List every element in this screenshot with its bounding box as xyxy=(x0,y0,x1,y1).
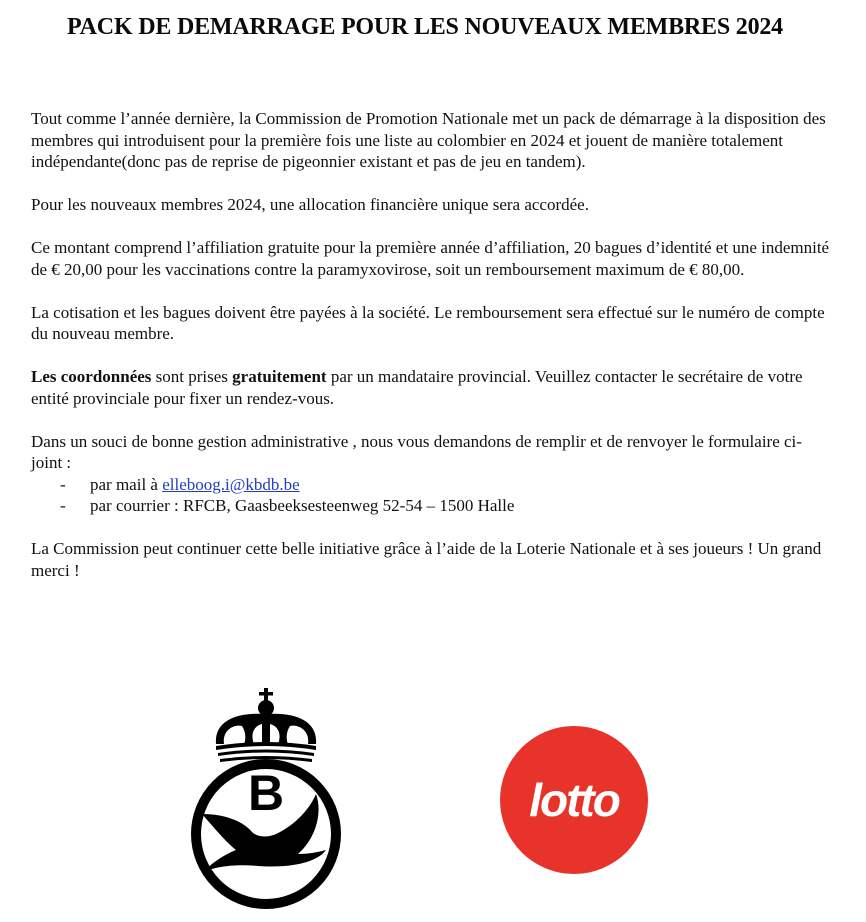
email-link[interactable]: elleboog.i@kbdb.be xyxy=(162,474,300,494)
send-options-list xyxy=(31,474,831,517)
paragraph-thanks: La Commission peut continuer cette belle initiative grâce à l’aide de la Loterie Nationale et à ses joueurs ! Un grand merci ! xyxy=(31,539,822,580)
coords-text-2: par un mandataire provincial. Veuillez contacter le secrétaire de votre entité provinciale pour fixer un rendez-vous. xyxy=(31,367,803,408)
paragraph-payment: La cotisation et les bagues doivent être payées à la société. Le remboursement sera effectué sur le numéro de compte du nouveau membre. xyxy=(31,302,825,343)
paragraph-intro: Tout comme l’année dernière, la Commission de Promotion Nationale met un pack de démarrage à la disposition des membres qui introduisent pour la première fois une liste au colombier en 2024 et jouent de manière totalement indépendante(donc pas de reprise de pigeonnier existant et pas de jeu en tandem). xyxy=(31,109,826,171)
paragraph-coordinates xyxy=(31,366,831,409)
send-option-mail xyxy=(31,474,831,496)
document-body xyxy=(31,108,831,603)
coords-text-1: sont prises xyxy=(151,367,233,386)
document-title: PACK DE DEMARRAGE POUR LES NOUVEAUX MEMBRES 2024 xyxy=(67,14,783,40)
send-option-post xyxy=(31,495,831,517)
send-option-mail-label: par mail à xyxy=(90,474,163,494)
crown-pigeon-emblem-icon xyxy=(186,686,346,912)
paragraph-allocation: Pour les nouveaux membres 2024, une allocation financière unique sera accordée. xyxy=(31,195,589,214)
send-option-post-label: par courrier : RFCB, Gaasbeeksesteenweg 52-54 – 1500 Halle xyxy=(90,496,515,515)
paragraph-amount: Ce montant comprend l’affiliation gratuite pour la première année d’affiliation, 20 bagues d’identité et une indemnité de € 20,00 pour les vaccinations contre la paramyxovirose, soit un remboursement maximum de € 80,00. xyxy=(31,238,830,279)
paragraph-form: Dans un souci de bonne gestion administrative , nous vous demandons de remplir et de renvoyer le formulaire ci-joint : xyxy=(31,431,802,472)
lotto-logo xyxy=(486,696,676,906)
federation-logo xyxy=(186,686,346,912)
bullet-dash: - xyxy=(60,496,66,515)
bold-gratuitement: gratuitement xyxy=(232,367,327,386)
bold-coordonnees: Les coordonnées xyxy=(31,367,152,386)
bullet-dash: - xyxy=(60,474,66,494)
svg-text:lotto: lotto xyxy=(529,774,619,826)
svg-text:B: B xyxy=(247,765,285,821)
lotto-circle-icon xyxy=(486,696,676,906)
